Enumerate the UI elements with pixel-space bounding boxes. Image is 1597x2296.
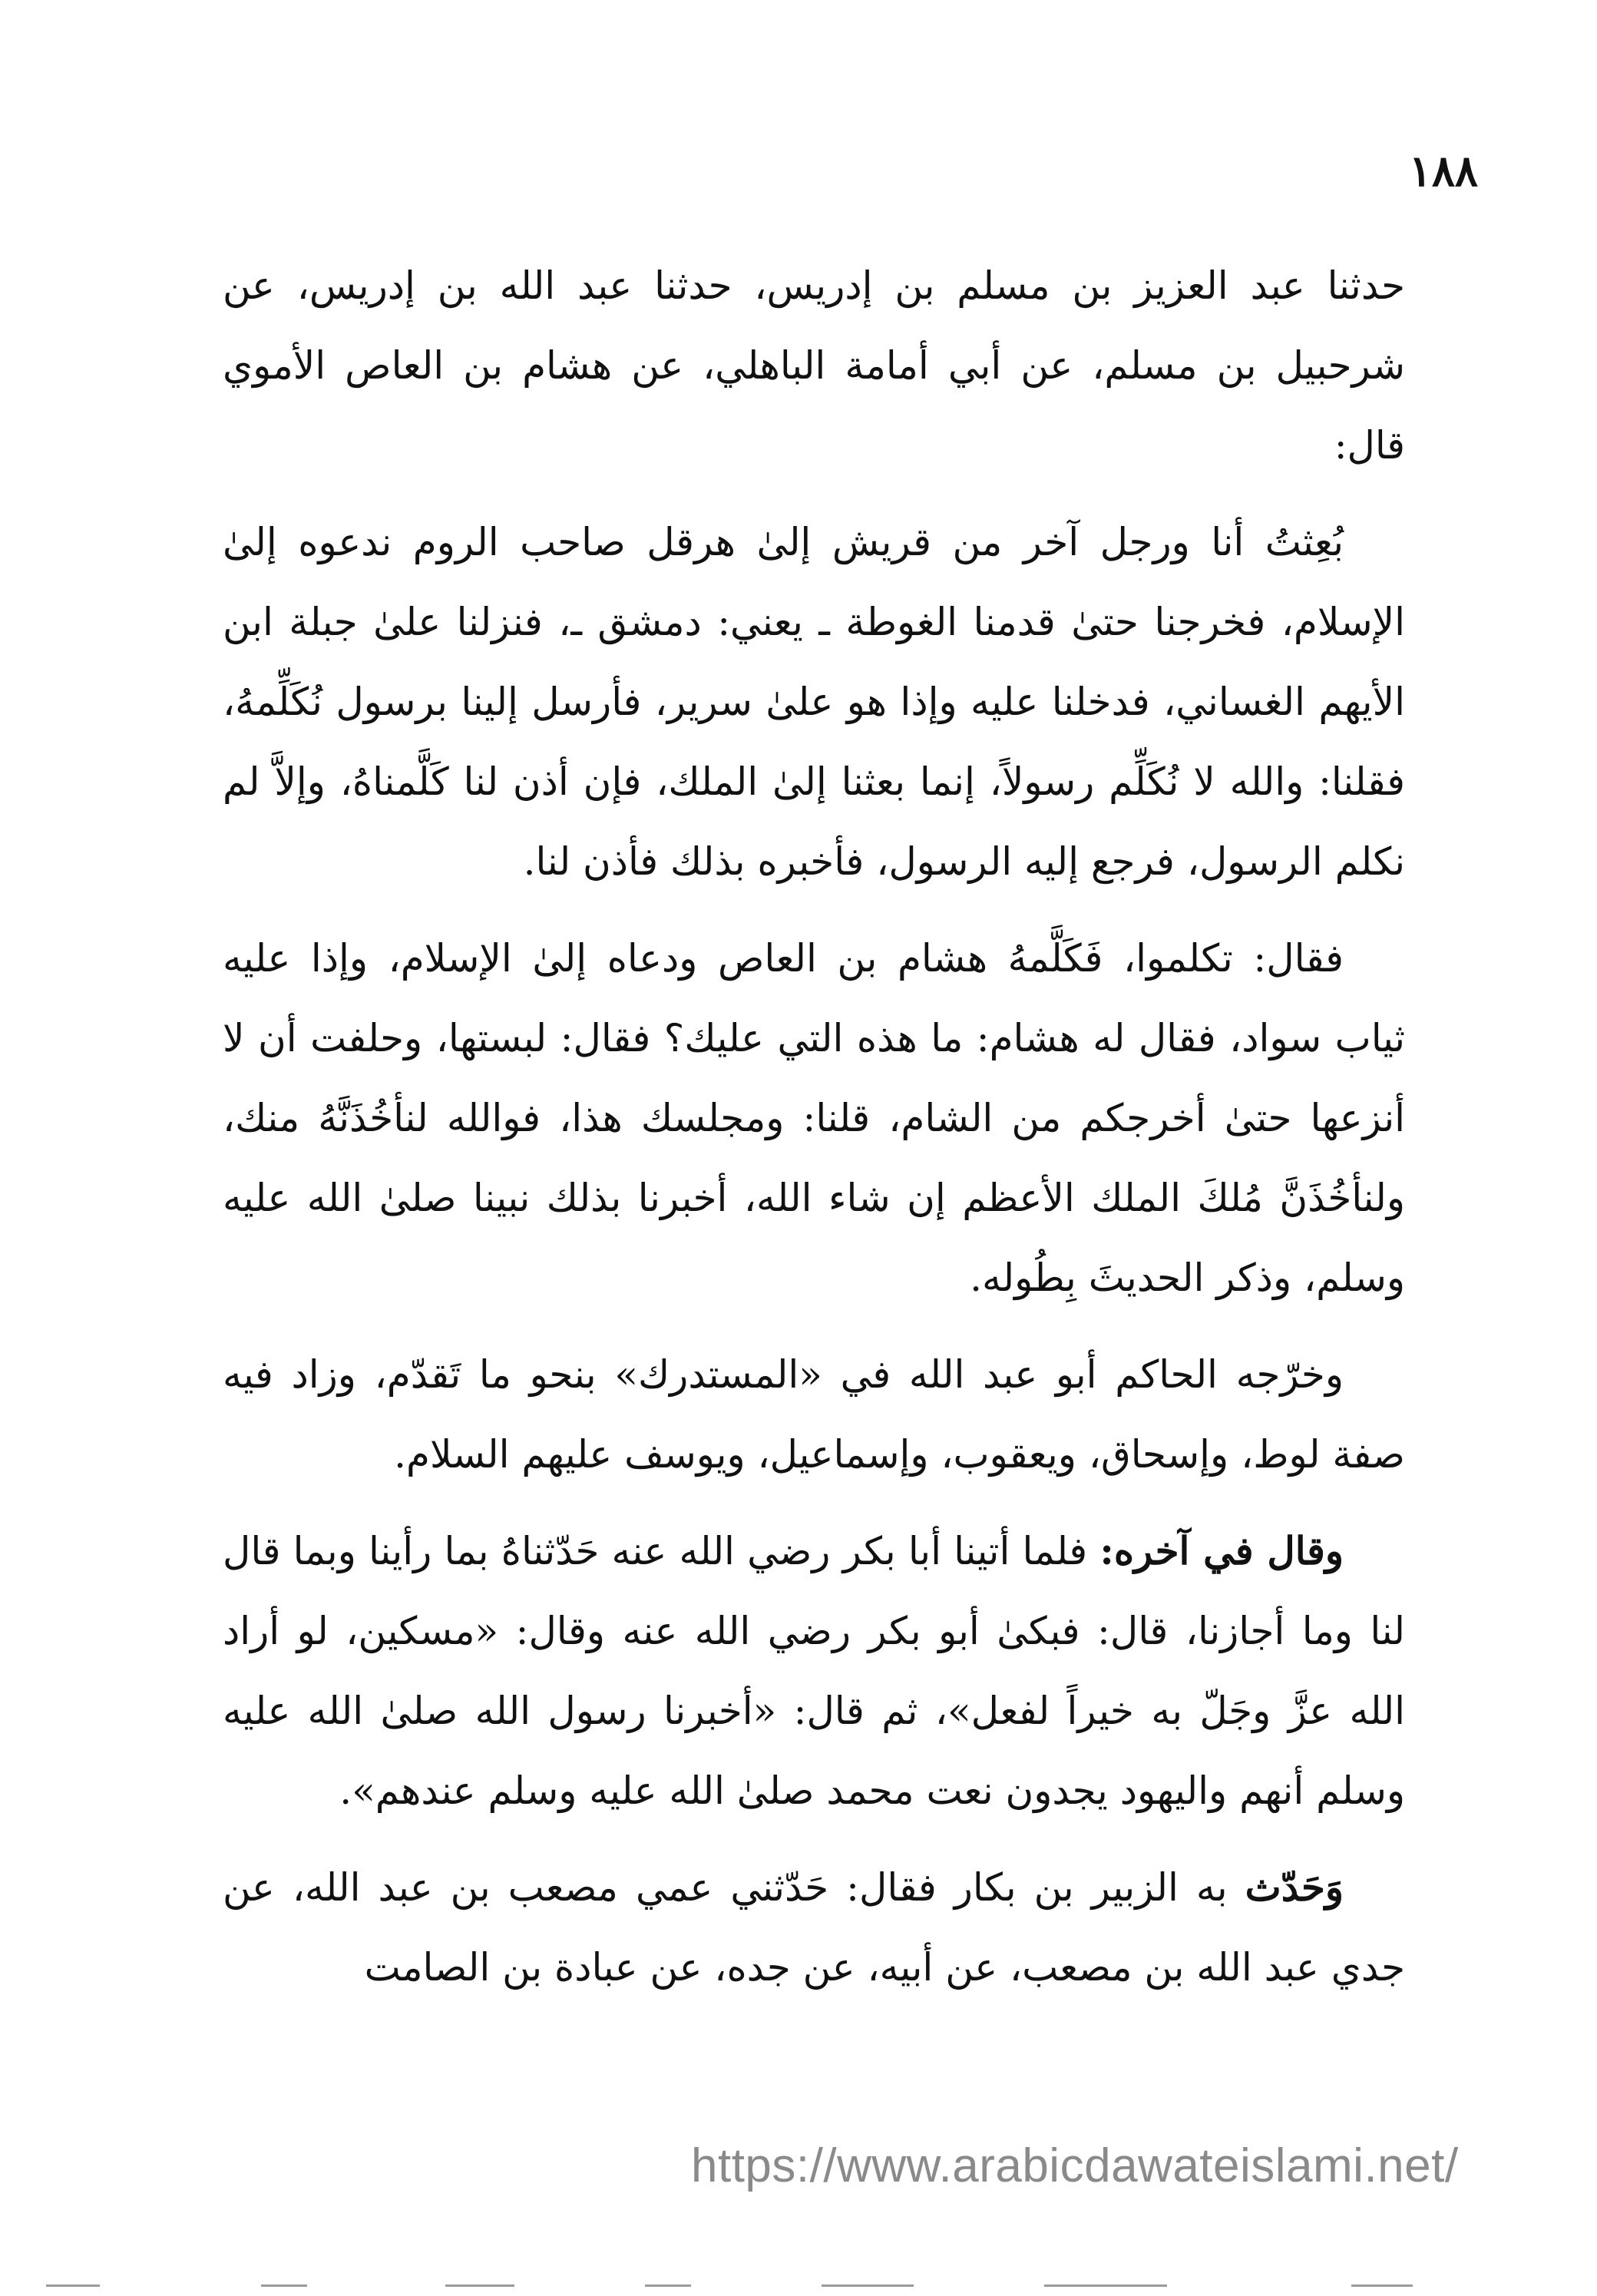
watermark-url: https://www.arabicdawateislami.net/ <box>691 2139 1459 2192</box>
paragraph-text: فقال: تكلموا، فَكَلَّمهُ هشام بن العاص ودعاه إلىٰ الإسلام، وإذا عليه ثياب سواد، فقال له هشام: ما هذه التي عليك؟ فقال: لبستها، وحلفت أن لا أنزعها حتىٰ أخرجكم من الشام، قلنا: ومجلسك هذا، فوالله لنأخُذَنَّهُ منك، ولنأخُذَنَّ مُلكَ الملك الأعظم إن شاء الله، أخبرنا بذلك نبينا صلىٰ الله عليه وسلم، وذكر الحديثَ بِطُوله. <box>223 936 1405 1300</box>
paragraph-narration <box>223 502 1405 902</box>
paragraph-text: وخرّجه الحاكم أبو عبد الله في «المستدرك» بنحو ما تَقدّم، وزاد فيه صفة لوط، وإسحاق، ويعقوب، وإسماعيل، ويوسف عليهم السلام. <box>223 1352 1405 1477</box>
page-number: ١٨٨ <box>1408 146 1478 197</box>
paragraph-lead: وقال في آخره: <box>1099 1528 1344 1573</box>
scan-edge-marks <box>46 2284 1551 2287</box>
paragraph-dialogue <box>223 918 1405 1318</box>
paragraph-isnad <box>223 246 1405 485</box>
paragraph-ending <box>223 1511 1405 1831</box>
paragraph-text: بُعِثتُ أنا ورجل آخر من قريش إلىٰ هرقل صاحب الروم ندعوه إلىٰ الإسلام، فخرجنا حتىٰ قدمنا الغوطة ـ يعني: دمشق ـ، فنزلنا علىٰ جبلة ابن الأيهم الغساني، فدخلنا عليه وإذا هو علىٰ سرير، فأرسل إلينا برسول نُكَلِّمهُ، فقلنا: والله لا نُكَلِّم رسولاً، إنما بعثنا إلىٰ الملك، فإن أذن لنا كَلَّمناهُ، وإلاَّ لم نكلم الرسول، فرجع إليه الرسول، فأخبره بذلك فأذن لنا. <box>223 520 1405 884</box>
paragraph-hakim <box>223 1335 1405 1494</box>
paragraph-text: فلما أتينا أبا بكر رضي الله عنه حَدّثناهُ بما رأينا وبما قال لنا وما أجازنا، قال: فبكىٰ أبو بكر رضي الله عنه وقال: «مسكين، لو أراد الله عزَّ وجَلّ به خيراً لفعل»، ثم قال: «أخبرنا رسول الله صلىٰ الله عليه وسلم أنهم واليهود يجدون نعت محمد صلىٰ الله عليه وسلم عندهم». <box>223 1529 1405 1813</box>
body-text <box>223 246 1405 2024</box>
paragraph-text: به الزبير بن بكار فقال: حَدّثني عمي مصعب بن عبد الله، عن جدي عبد الله بن مصعب، عن أبيه، عن جده، عن عبادة بن الصامت <box>223 1865 1405 1990</box>
paragraph-zubair <box>223 1848 1405 2007</box>
paragraph-lead: وَحَدّث <box>1245 1864 1344 1910</box>
paragraph-text: حدثنا عبد العزيز بن مسلم بن إدريس، حدثنا عبد الله بن إدريس، عن شرحبيل بن مسلم، عن أبي أمامة الباهلي، عن هشام بن العاص الأموي قال: <box>223 263 1405 468</box>
